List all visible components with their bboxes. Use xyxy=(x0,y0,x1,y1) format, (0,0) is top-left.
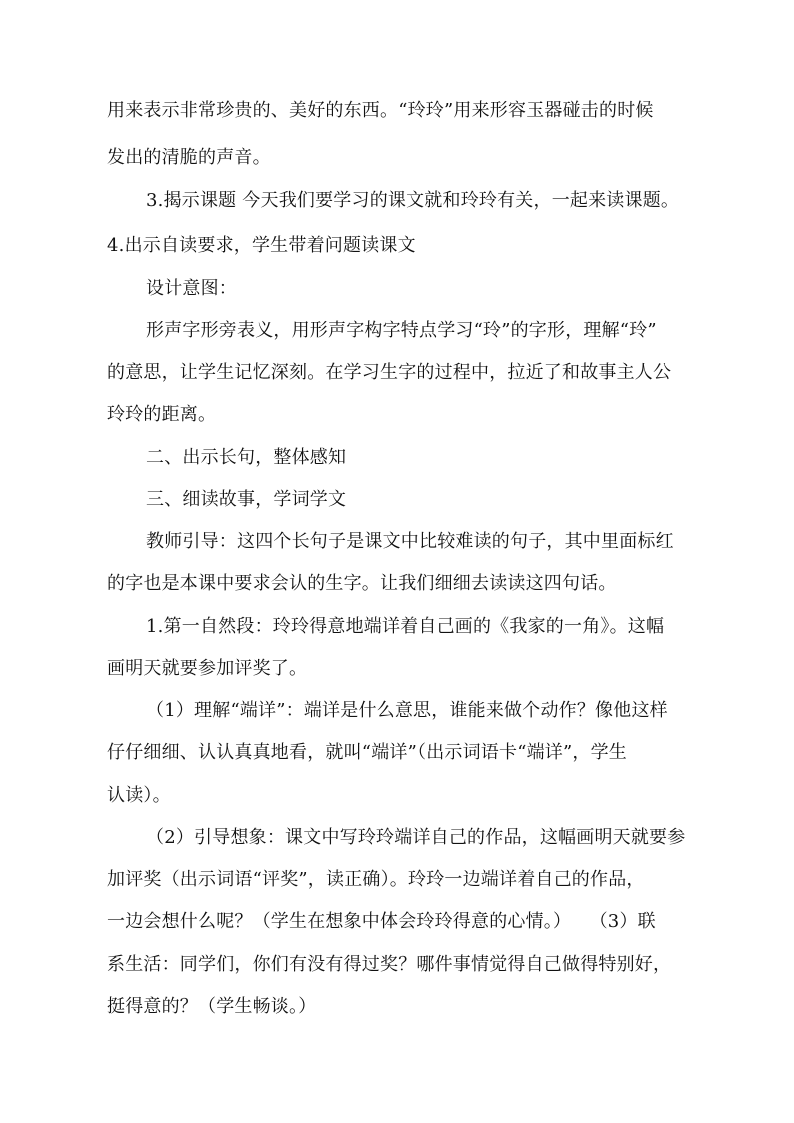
text-line: 用来表示非常珍贵的、美好的东西。“玲玲”用来形容玉器碰击的时候 xyxy=(107,100,654,121)
text-line: 的字也是本课中要求会认的生字。让我们细细去读读这四句话。 xyxy=(107,573,617,594)
text-line: 的意思，让学生记忆深刻。在学习生字的过程中，拉近了和故事主人公 xyxy=(107,362,672,383)
text-line: 教师引导：这四个长句子是课文中比较难读的句子，其中里面标红 xyxy=(146,531,674,552)
text-line: 系生活：同学们，你们有没有得过奖？哪件事情觉得自己做得特别好， xyxy=(107,954,672,975)
text-line: 二、出示长句，整体感知 xyxy=(146,447,347,468)
text-line: 认读）。 xyxy=(107,785,171,806)
text-line: 4.出示自读要求，学生带着问题读课文 xyxy=(107,235,416,256)
text-line: 三、细读故事，学词学文 xyxy=(146,489,347,510)
text-line: 加评奖（出示词语“评奖”，读正确）。玲玲一边端详着自己的作品， xyxy=(107,869,645,890)
text-line: （1）理解“端详”：端详是什么意思，谁能来做个动作？像他这样 xyxy=(146,700,668,721)
text-line: 3.揭示课题 今天我们要学习的课文就和玲玲有关，一起来读课题。 xyxy=(146,190,680,211)
text-line: 发出的清脆的声音。 xyxy=(107,147,271,168)
text-line: 玲玲的距离。 xyxy=(107,404,217,425)
text-line: 挺得意的？（学生畅谈。） xyxy=(107,996,317,1017)
text-line: 1.第一自然段：玲玲得意地端详着自己画的《我家的一角》。这幅 xyxy=(146,616,665,637)
text-line: （2）引导想象：课文中写玲玲端详自己的作品，这幅画明天就要参 xyxy=(146,827,686,848)
text-line: 一边会想什么呢？（学生在想象中体会玲玲得意的心情。） （3）联 xyxy=(107,911,656,932)
text-line: 形声字形旁表义，用形声字构字特点学习“玲”的字形，理解“玲” xyxy=(146,320,657,341)
text-line: 画明天就要参加评奖了。 xyxy=(107,658,308,679)
text-line: 仔仔细细、认认真真地看，就叫“端详”（出示词语卡“端详”，学生 xyxy=(107,742,628,763)
text-line: 设计意图： xyxy=(146,278,237,299)
